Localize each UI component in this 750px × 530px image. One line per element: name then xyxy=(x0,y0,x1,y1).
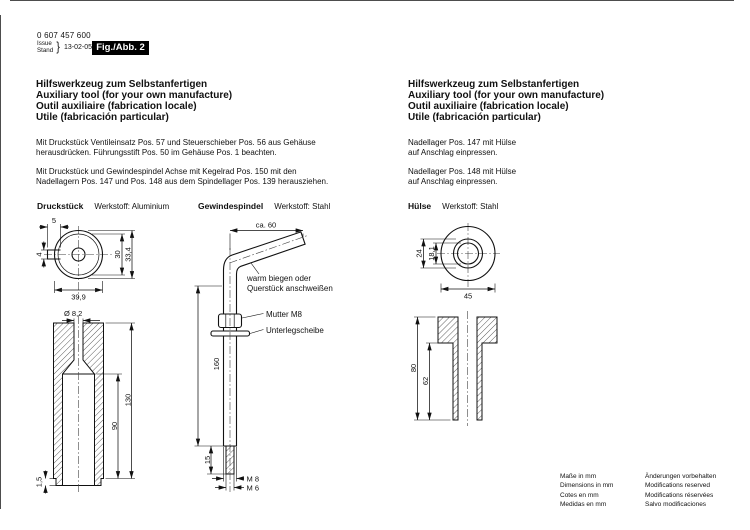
right-paragraph-2 xyxy=(408,167,516,187)
section-title-druckstueck xyxy=(37,201,169,211)
paragraph-line: auf Anschlag einpressen. xyxy=(408,177,498,186)
material-label: Werkstoff: Stahl xyxy=(442,202,499,211)
footer-line: Modifications reserved xyxy=(645,482,711,490)
dim-label-outer-dia: 33,4 xyxy=(123,247,133,262)
paragraph-line: Mit Druckstück Ventileinsatz Pos. 57 und Steuerschieber Pos. 56 aus Gehäuse xyxy=(36,138,316,147)
footer-units xyxy=(560,472,613,510)
dim-label-thread-len: 15 xyxy=(203,455,212,465)
left-paragraph-2 xyxy=(36,167,328,187)
stand-label: Stand xyxy=(37,46,54,54)
druckstueck-top-view xyxy=(35,216,135,302)
heading-line: Outil auxiliaire (fabrication locale) xyxy=(408,101,569,112)
gewindespindel-dims xyxy=(195,221,333,493)
footer-line: Cotes en mm xyxy=(560,491,599,499)
paragraph-line: Mit Druckstück und Gewindespindel Achse mit Kegelrad Pos. 150 mit den xyxy=(36,167,297,176)
dim-label-thread-a: M 8 xyxy=(246,474,260,484)
dim-label-length: 80 xyxy=(409,363,418,373)
right-paragraph-1 xyxy=(408,138,516,158)
heading-line: Hilfswerkzeug zum Selbstanfertigen xyxy=(36,79,208,90)
issue-label: Issue xyxy=(37,40,52,47)
heading-line: Hilfswerkzeug zum Selbstanfertigen xyxy=(408,79,580,90)
figure-badge: Fig./Abb. 2 xyxy=(92,41,149,55)
dim-label-ring-dia: 30 xyxy=(113,250,122,259)
heading-line: Auxiliary tool (for your own manufacture) xyxy=(408,90,605,101)
issue-stand-labels xyxy=(37,41,53,54)
paragraph-line: auf Anschlag einpressen. xyxy=(408,148,498,157)
dim-label-base: 1,5 xyxy=(34,476,44,488)
dim-label-tab-height: 4 xyxy=(34,252,44,257)
dim-label-flange: 45 xyxy=(463,291,473,301)
dim-label-bore: 18,1 xyxy=(427,246,436,261)
issue-date: 13-02-05 xyxy=(64,44,93,51)
dim-label-bore-depth: 90 xyxy=(110,421,119,431)
dim-label-thread-b: M 6 xyxy=(246,483,260,493)
footer-line: Modifications réservées xyxy=(645,491,714,499)
scan-edge-left xyxy=(0,15,1,509)
heading-line: Outil auxiliaire (fabrication locale) xyxy=(36,101,197,112)
dim-label-arm: ca. 60 xyxy=(255,220,277,230)
paragraph-line: herausdrücken. Führungsstift Pos. 50 im Gehäuse Pos. 1 beachten. xyxy=(36,148,277,157)
note-washer: Unterlegscheibe xyxy=(266,326,324,335)
footer-line: Änderungen vorbehalten xyxy=(645,473,717,480)
footer-line: Salvo modificaciones xyxy=(645,501,707,509)
part-name: Gewindespindel xyxy=(198,201,264,211)
paragraph-line: Nadellagern Pos. 147 und Pos. 148 aus dem Spindellager Pos. 139 herausziehen. xyxy=(36,177,329,186)
scan-edge-top xyxy=(10,0,734,1)
section-title-gewindespindel xyxy=(198,201,330,211)
material-label: Werkstoff: Aluminium xyxy=(94,202,170,211)
note-bend-line2: Querstück anschweißen xyxy=(247,284,333,293)
paragraph-line: Nadellager Pos. 148 mit Hülse xyxy=(408,167,517,176)
druckstueck-drawing xyxy=(25,212,175,512)
dim-label-width: 39,9 xyxy=(71,292,86,302)
footer-line: Maße in mm xyxy=(560,473,597,480)
dim-label-outer: 24 xyxy=(414,249,424,258)
footer-notice xyxy=(645,472,716,510)
gewindespindel-drawing xyxy=(185,212,335,512)
huelse-section-view xyxy=(409,311,497,426)
huelse-drawing xyxy=(405,212,510,512)
paragraph-line: Nadellager Pos. 147 mit Hülse xyxy=(408,138,517,147)
material-label: Werkstoff: Stahl xyxy=(274,202,331,211)
footer-line: Medidas en mm xyxy=(560,501,607,509)
footer-line: Dimensions in mm xyxy=(560,482,614,490)
intro-heading-right xyxy=(408,79,604,123)
druckstueck-section-view xyxy=(35,309,136,494)
heading-line: Utile (fabricación particular) xyxy=(408,112,541,123)
intro-heading-left xyxy=(36,79,232,123)
section-title-huelse xyxy=(408,201,498,211)
note-bend-line1: warm biegen oder xyxy=(247,274,312,283)
part-number: 0 607 457 600 xyxy=(37,31,91,40)
note-nut: Mutter M8 xyxy=(266,310,303,319)
dim-label-tab-width: 5 xyxy=(51,216,57,225)
huelse-top-view xyxy=(415,223,501,301)
dim-label-shaft: 160 xyxy=(212,357,221,371)
heading-line: Auxiliary tool (for your own manufacture) xyxy=(36,90,233,101)
heading-line: Utile (fabricación particular) xyxy=(36,112,169,123)
gewindespindel-rod xyxy=(211,232,308,492)
dim-label-length: 130 xyxy=(123,393,133,407)
dim-label-tube: 62 xyxy=(421,376,430,386)
left-paragraph-1 xyxy=(36,138,316,158)
issue-brace: } xyxy=(56,39,60,54)
dim-label-bore: Ø 8,2 xyxy=(64,309,83,318)
part-name: Druckstück xyxy=(37,201,84,211)
part-name: Hülse xyxy=(408,201,432,211)
